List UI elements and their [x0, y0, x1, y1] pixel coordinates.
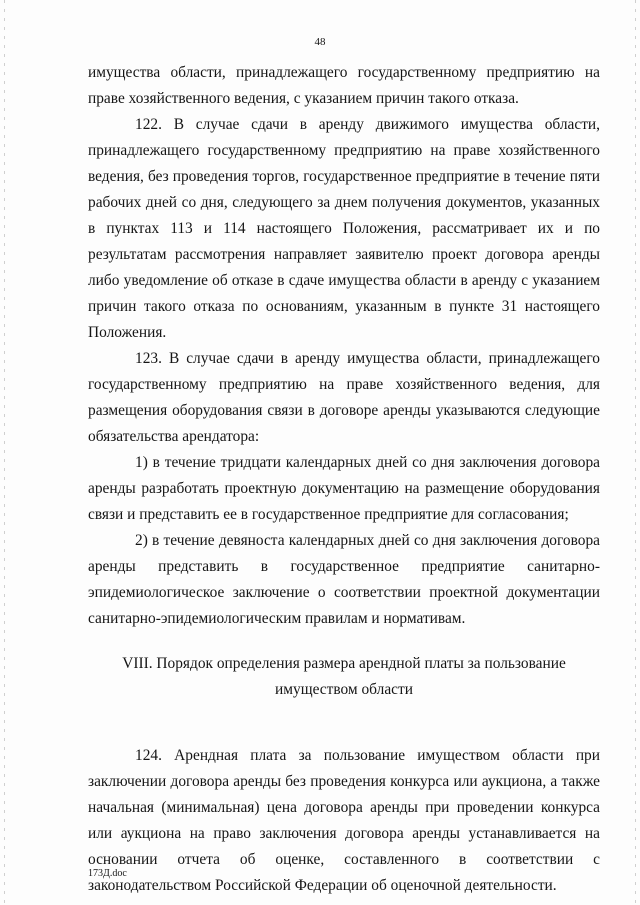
paragraph-124: 124. Арендная плата за пользование имуществом области при заключении договора аренды без проведения конкурса или аукциона, а также начальная (минимальная) цена договора аренды при проведении конкурса или аукциона на право заключения договора аренды устанавливается на основании отчета об оценке, составленного в соответствии с законодательством Российской Федерации об оценочной деятельности.	[88, 747, 600, 894]
section-heading	[88, 651, 600, 703]
section-heading-line-1: VIII. Порядок определения размера арендной платы за пользование	[122, 655, 566, 672]
footer-filename: 173Д.doc	[88, 868, 127, 879]
paragraph-123-item-2: 2) в течение девяноста календарных дней со дня заключения договора аренды представить в государственное предприятие санитарно-эпидемиологическое заключение о соответствии проектной документации санитарно-эпидемиологическим правилам и нормативам.	[88, 532, 600, 627]
paragraph-continuation: имущества области, принадлежащего государственному предприятию на праве хозяйственного ведения, с указанием причин такого отказа.	[88, 64, 600, 107]
paragraph-123-item-1: 1) в течение тридцати календарных дней со дня заключения договора аренды разработать проектную документацию на размещение оборудования связи и представить ее в государственное предприятие для согласования;	[88, 454, 600, 523]
scan-edge-left	[4, 0, 5, 905]
page-number: 48	[314, 36, 326, 48]
section-spacer	[88, 703, 600, 743]
document-body	[88, 60, 600, 899]
scan-edge-right	[635, 0, 636, 905]
paragraph-123: 123. В случае сдачи в аренду имущества области, принадлежащего государственному предприятию на праве хозяйственного ведения, для размещения оборудования связи в договоре аренды указываются следующие обязательства арендатора:	[88, 350, 600, 445]
section-heading-line-2: имуществом области	[275, 681, 413, 698]
paragraph-122: 122. В случае сдачи в аренду движимого имущества области, принадлежащего государственному предприятию на праве хозяйственного ведения, без проведения торгов, государственное предприятие в течение пяти рабочих дней со дня, следующего за днем получения документов, указанных в пунктах 113 и 114 настоящего Положения, рассматривает их и по результатам рассмотрения направляет заявителю проект договора аренды либо уведомление об отказе в сдаче имущества области в аренду с указанием причин такого отказа по основаниям, указанным в пункте 31 настоящего Положения.	[88, 116, 600, 341]
